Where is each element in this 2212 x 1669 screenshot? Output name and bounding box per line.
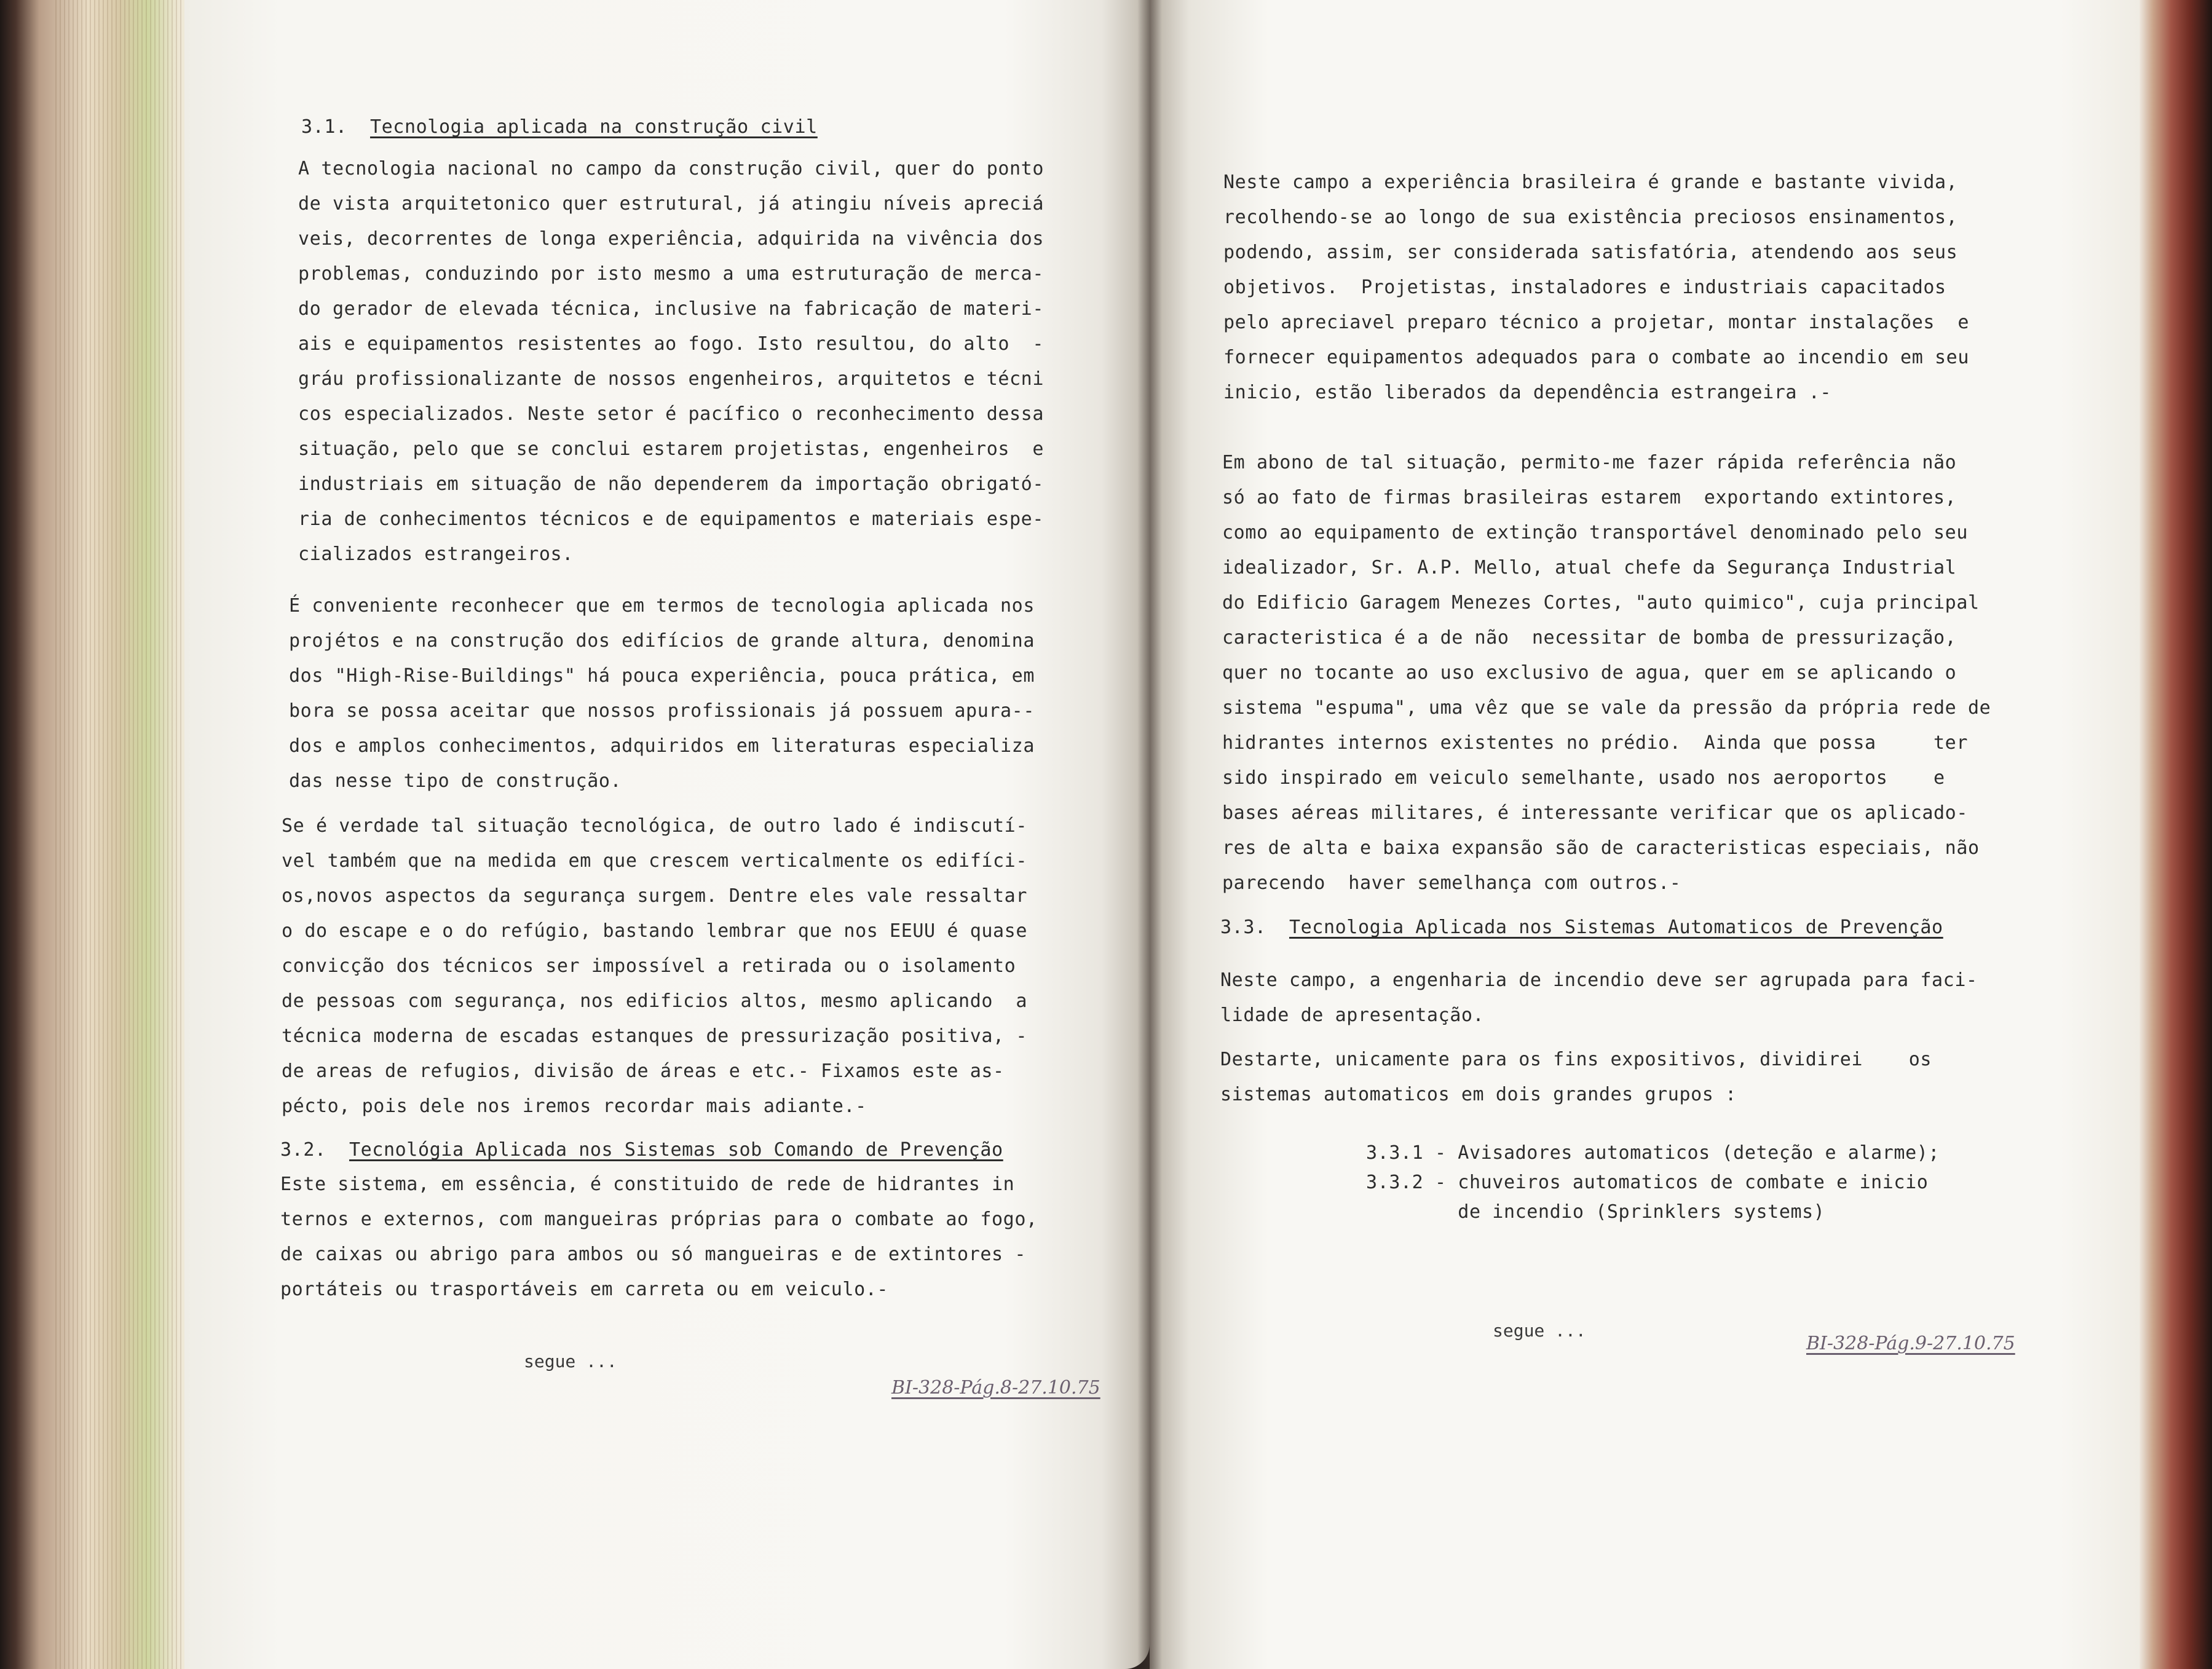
text-line: Este sistema, em essência, é constituido de rede de hidrantes in — [280, 1174, 1015, 1195]
text-line: pelo apreciavel preparo técnico a projetar, montar instalações e — [1223, 312, 1969, 333]
text-line: cos especializados. Neste setor é pacífico o reconhecimento dessa — [298, 403, 1044, 425]
text-line: do gerador de elevada técnica, inclusive na fabricação de materi- — [298, 298, 1044, 320]
text-line: portáteis ou trasportáveis em carreta ou em veiculo.- — [280, 1279, 889, 1300]
text-line: de caixas ou abrigo para ambos ou só mangueiras e de extintores - — [280, 1244, 1026, 1265]
continuation-note: segue ... — [524, 1351, 617, 1371]
text-line: de areas de refugios, divisão de áreas e etc.- Fixamos este as- — [282, 1060, 1005, 1082]
text-line: quer no tocante ao uso exclusivo de agua, quer em se aplicando o — [1222, 662, 1957, 684]
page-stack-edges — [55, 0, 191, 1669]
text-line: como ao equipamento de extinção transportável denominado pelo seu — [1222, 522, 1968, 543]
list-item: de incendio (Sprinklers systems) — [1366, 1201, 1825, 1223]
text-line: os,novos aspectos da segurança surgem. Dentre eles vale ressaltar — [282, 885, 1027, 907]
text-line: Em abono de tal situação, permito-me fazer rápida referência não — [1222, 452, 1957, 473]
text-line: hidrantes internos existentes no prédio. Ainda que possa ter — [1222, 732, 1968, 754]
section-number: 3.2. — [280, 1139, 326, 1161]
text-line: industriais em situação de não dependerem da importação obrigató- — [298, 473, 1044, 495]
book-cover-right — [2138, 0, 2212, 1669]
text-line: sido inspirado em veiculo semelhante, usado nos aeroportos e — [1222, 767, 1945, 789]
text-line: objetivos. Projetistas, instaladores e industriais capacitados — [1223, 277, 1946, 298]
text-line: convicção dos técnicos ser impossível a retirada ou o isolamento — [282, 955, 1016, 977]
section-title: Tecnológia Aplicada nos Sistemas sob Comando de Prevenção — [349, 1139, 1003, 1161]
text-line: das nesse tipo de construção. — [289, 770, 622, 792]
text-line: ais e equipamentos resistentes ao fogo. Isto resultou, do alto - — [298, 333, 1044, 355]
paragraph — [280, 1167, 1038, 1307]
text-line: Destarte, unicamente para os fins expositivos, dividirei os — [1220, 1049, 1932, 1070]
paragraph — [298, 151, 1044, 572]
text-line: veis, decorrentes de longa experiência, adquirida na vivência dos — [298, 228, 1044, 250]
text-line: Neste campo, a engenharia de incendio deve ser agrupada para faci- — [1220, 969, 1978, 991]
text-line: lidade de apresentação. — [1220, 1004, 1485, 1026]
item-list — [1366, 1138, 1940, 1227]
text-line: dos e amplos conhecimentos, adquiridos em literaturas especializa — [289, 735, 1035, 757]
text-line: ria de conhecimentos técnicos e de equipamentos e materiais espe- — [298, 508, 1044, 530]
text-line: gráu profissionalizante de nossos engenheiros, arquitetos e técni — [298, 368, 1044, 390]
list-item: 3.3.2 - chuveiros automaticos de combate e inicio — [1366, 1172, 1929, 1193]
book-edge-left — [0, 0, 197, 1669]
text-line: bases aéreas militares, é interessante verificar que os aplicado- — [1222, 802, 1968, 824]
page-stamp: BI-328-Pág.8-27.10.75 — [891, 1377, 1100, 1399]
text-line: É conveniente reconhecer que em termos de tecnologia aplicada nos — [289, 595, 1035, 617]
text-line: ternos e externos, com mangueiras próprias para o combate ao fogo, — [280, 1209, 1038, 1230]
paragraph — [1220, 963, 1978, 1033]
section-heading-3-3 — [1220, 910, 1943, 945]
text-line: caracteristica é a de não necessitar de bomba de pressurização, — [1222, 627, 1957, 649]
text-line: projétos e na construção dos edifícios de grande altura, denomina — [289, 630, 1035, 652]
text-line: de pessoas com segurança, nos edificios altos, mesmo aplicando a — [282, 990, 1027, 1012]
text-line: podendo, assim, ser considerada satisfatória, atendendo aos seus — [1223, 242, 1958, 263]
text-line: vel também que na medida em que crescem verticalmente os edifíci- — [282, 850, 1027, 872]
continuation-note: segue ... — [1493, 1320, 1586, 1341]
text-line: pécto, pois dele nos iremos recordar mais adiante.- — [282, 1095, 867, 1117]
text-line: do Edificio Garagem Menezes Cortes, "auto quimico", cuja principal — [1222, 592, 1980, 614]
text-line: técnica moderna de escadas estanques de pressurização positiva, - — [282, 1025, 1027, 1047]
text-line: parecendo haver semelhança com outros.- — [1222, 872, 1681, 894]
page-stamp: BI-328-Pág.9-27.10.75 — [1806, 1333, 2015, 1354]
paragraph — [289, 588, 1035, 799]
section-title: Tecnologia aplicada na construção civil — [369, 116, 818, 138]
text-line: situação, pelo que se conclui estarem projetistas, engenheiros e — [298, 438, 1044, 460]
text-line: cializados estrangeiros. — [298, 543, 574, 565]
paragraph — [1220, 1042, 1932, 1112]
text-line: problemas, conduzindo por isto mesmo a uma estruturação de merca- — [298, 263, 1044, 285]
section-heading-3-1 — [301, 109, 818, 144]
text-line: idealizador, Sr. A.P. Mello, atual chefe da Segurança Industrial — [1222, 557, 1957, 578]
text-line: o do escape e o do refúgio, bastando lembrar que nos EEUU é quase — [282, 920, 1027, 942]
section-number: 3.3. — [1220, 917, 1266, 938]
section-heading-3-2 — [280, 1132, 1003, 1167]
text-line: res de alta e baixa expansão são de caracteristicas especiais, não — [1222, 837, 1980, 859]
text-line: Neste campo a experiência brasileira é grande e bastante vivida, — [1223, 172, 1958, 193]
paragraph — [1223, 165, 1969, 410]
text-line: recolhendo-se ao longo de sua existência preciosos ensinamentos, — [1223, 207, 1958, 228]
text-line: A tecnologia nacional no campo da construção civil, quer do ponto — [298, 158, 1044, 180]
text-line: de vista arquitetonico quer estrutural, já atingiu níveis apreciá — [298, 193, 1044, 215]
text-line: fornecer equipamentos adequados para o combate ao incendio em seu — [1223, 347, 1969, 368]
paragraph — [1222, 445, 1991, 901]
list-item: 3.3.1 - Avisadores automaticos (deteção e alarme); — [1366, 1142, 1940, 1164]
text-line: Se é verdade tal situação tecnológica, de outro lado é indiscutí- — [282, 815, 1027, 837]
book-gutter — [1137, 0, 1162, 1669]
text-line: sistema "espuma", uma vêz que se vale da pressão da própria rede de — [1222, 697, 1991, 719]
text-line: só ao fato de firmas brasileiras estarem exportando extintores, — [1222, 487, 1957, 508]
paragraph — [282, 808, 1027, 1124]
text-line: sistemas automaticos em dois grandes grupos : — [1220, 1084, 1737, 1105]
text-line: dos "High-Rise-Buildings" há pouca experiência, pouca prática, em — [289, 665, 1035, 687]
text-line: inicio, estão liberados da dependência estrangeira .- — [1223, 382, 1832, 403]
section-title: Tecnologia Aplicada nos Sistemas Automaticos de Prevenção — [1289, 917, 1943, 938]
text-line: bora se possa aceitar que nossos profissionais já possuem apura-- — [289, 700, 1035, 722]
section-number: 3.1. — [301, 116, 347, 138]
